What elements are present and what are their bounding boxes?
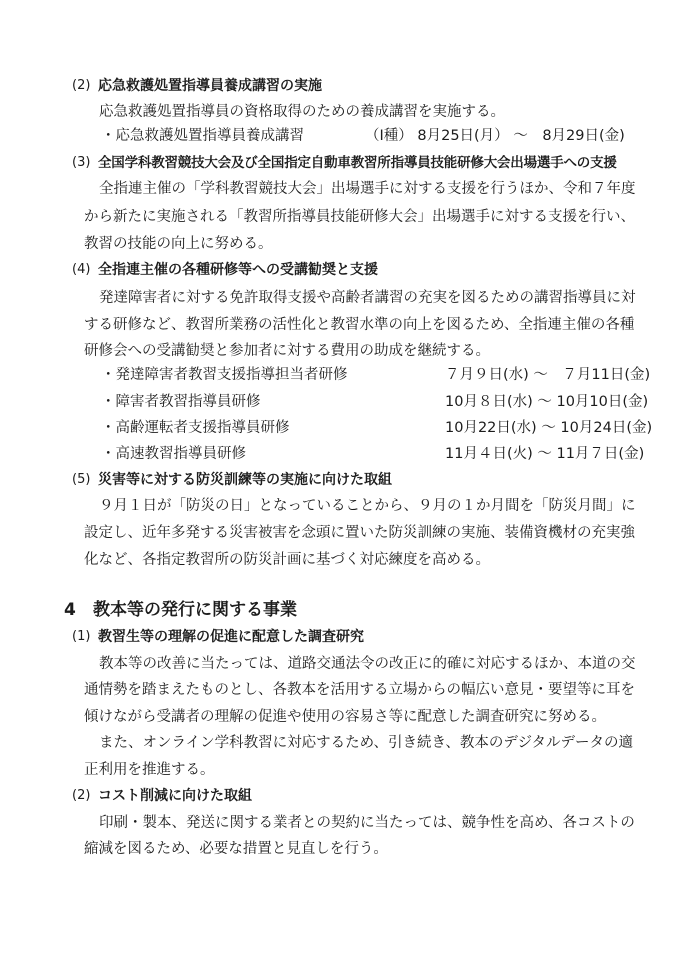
body-line: 正利用を推進する。 — [84, 762, 215, 778]
section-heading: 全国学科教習競技大会及び全国指定自動車教習所指導員技能研修大会出場選手への支援 — [98, 155, 617, 171]
section-heading: 応急救護処置指導員養成講習の実施 — [98, 78, 322, 94]
body-line: ９月１日が「防災の日」となっていることから、９月の１か月間を「防災月間」に — [99, 498, 636, 514]
body-line: 縮減を図るため、必要な措置と見直しを行う。 — [84, 841, 388, 857]
schedule-name: ・高速教習指導員研修 — [101, 446, 246, 462]
section-heading: コスト削減に向けた取組 — [98, 788, 252, 804]
section-heading: 災害等に対する防災訓練等の実施に向けた取組 — [98, 472, 392, 488]
schedule-dates: （Ⅰ種） 8月25日(月） ～ 8月29日(金) — [365, 128, 625, 144]
schedule-row — [101, 365, 651, 385]
chapter-title: 教本等の発行に関する事業 — [93, 600, 297, 620]
schedule-row — [101, 444, 645, 464]
schedule-dates: 10月８日(水) ～ 10月10日(金) — [445, 394, 649, 410]
body-line: 教習の技能の向上に努める。 — [84, 236, 273, 252]
body-line: 印刷・製本、発送に関する業者との契約に当たっては、競争性を高め、各コストの — [99, 815, 635, 831]
schedule-name: ・応急救護処置指導員養成講習 — [101, 128, 304, 144]
body-line: また、オンライン学科教習に対応するため、引き続き、教本のデジタルデータの適 — [99, 735, 634, 751]
body-line: から新たに実施される「教習所指導員技能研修大会」出場選手に対する支援を行い、 — [84, 209, 635, 225]
body-line: 研修会への受講勧奨と参加者に対する費用の助成を継続する。 — [84, 343, 490, 359]
body-line: 発達障害者に対する免許取得支援や高齢者講習の充実を図るための講習指導員に対 — [99, 290, 636, 306]
schedule-row — [101, 126, 625, 146]
body-line: 傾けながら受講者の理解の促進や使用の容易さ等に配意した調査研究に努める。 — [84, 709, 606, 725]
schedule-dates: 11月４日(火) ～ 11月７日(金) — [445, 446, 645, 462]
body-line: 教本等の改善に当たっては、道路交通法令の改正に的確に対応するほか、本道の交 — [99, 656, 636, 672]
schedule-row — [101, 418, 653, 438]
section-number: (5) — [72, 472, 91, 487]
section-number: (2) — [72, 78, 91, 93]
section-number: (4) — [72, 262, 91, 277]
body-line: 化など、各指定教習所の防災計画に基づく対応練度を高める。 — [84, 552, 490, 568]
body-line: 応急救護処置指導員の資格取得のための養成講習を実施する。 — [99, 104, 505, 120]
schedule-name: ・発達障害者教習支援指導担当者研修 — [101, 367, 348, 383]
schedule-row — [101, 392, 649, 412]
section-number: (2) — [72, 788, 91, 803]
section-number: (1) — [72, 629, 91, 644]
body-line: 設定し、近年多発する災害被害を念頭に置いた防災訓練の実施、装備資機材の充実強 — [84, 525, 635, 541]
section-number: (3) — [72, 155, 91, 170]
chapter-number: 4 — [64, 600, 76, 620]
body-line: する研修など、教習所業務の活性化と教習水準の向上を図るため、全指連主催の各種 — [84, 317, 635, 333]
body-line: 通情勢を踏まえたものとし、各教本を活用する立場からの幅広い意見・要望等に耳を — [84, 682, 635, 698]
schedule-name: ・高齢運転者支援指導員研修 — [101, 420, 290, 436]
body-line: 全指連主催の「学科教習競技大会」出場選手に対する支援を行うほか、令和７年度 — [99, 181, 636, 197]
section-heading: 全指連主催の各種研修等への受講勧奨と支援 — [98, 262, 378, 278]
schedule-dates: 10月22日(水) ～ 10月24日(金) — [445, 420, 653, 436]
schedule-name: ・障害者教習指導員研修 — [101, 394, 261, 410]
schedule-dates: ７月９日(水) ～ ７月11日(金) — [445, 367, 651, 383]
section-heading: 教習生等の理解の促進に配意した調査研究 — [98, 629, 364, 645]
